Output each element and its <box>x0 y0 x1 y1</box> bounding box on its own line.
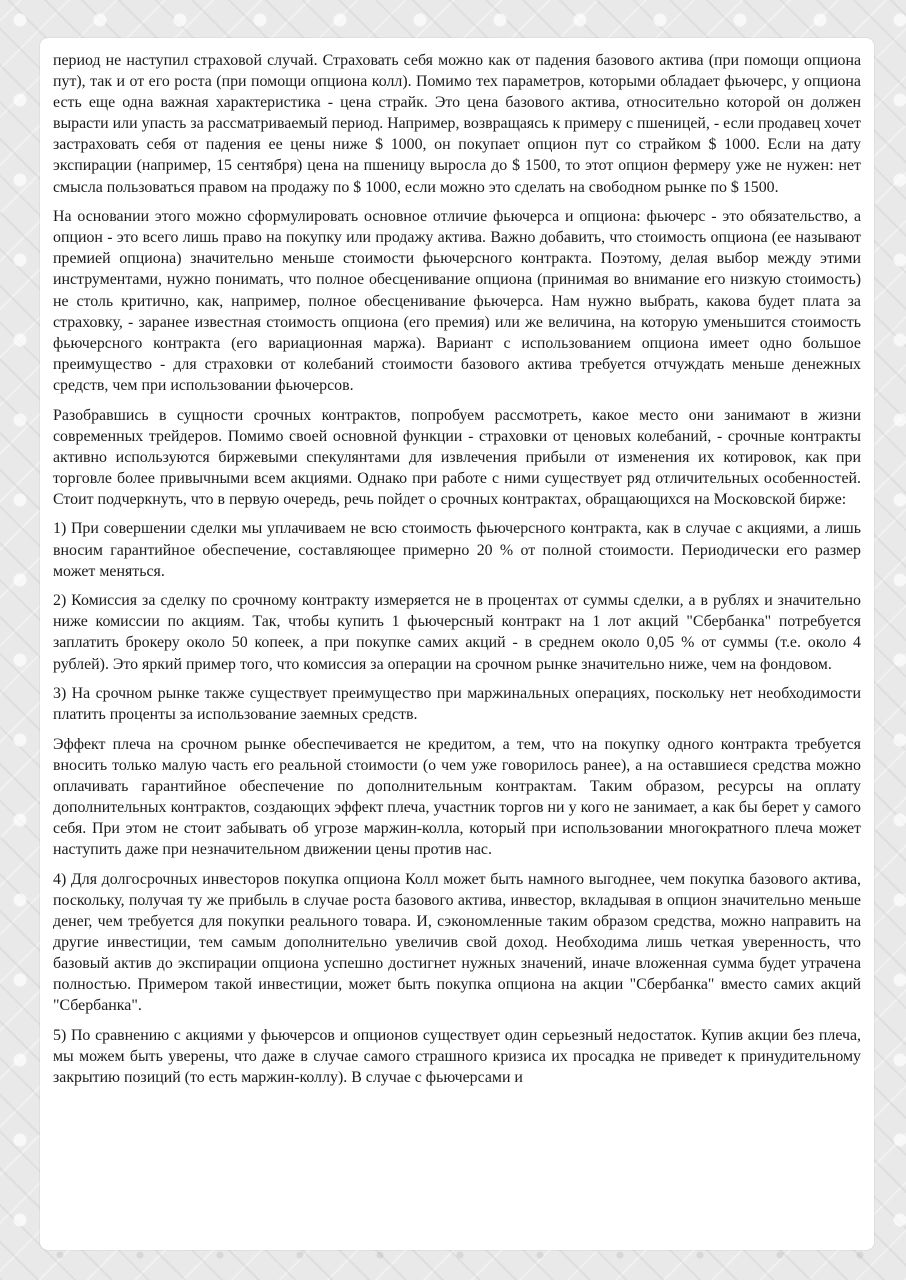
paragraph-point-5: 5) По сравнению с акциями у фьючерсов и опционов существует один серьезный недостаток. Купив акции без плеча, мы можем быть уверены, что даже в случае самого страшного кризиса их просадка не приведет к принудительному закрытию позиций (то есть маржин-коллу). В случае с фьючерсами и <box>53 1027 861 1087</box>
paragraph-point-3: 3) На срочном рынке также существует преимущество при маржинальных операциях, поскольку нет необходимости платить проценты за использование заемных средств. <box>53 685 861 724</box>
document-page <box>40 38 874 1250</box>
paragraph-futures-vs-options: На основании этого можно сформулировать основное отличие фьючерса и опциона: фьючерс - это обязательство, а опцион - это всего лишь право на покупку или продажу актива. Важно добавить, что стоимость опциона (ее называют премией опциона) значительно меньше стоимости фьючерсного контракта. Поэтому, делая выбор между этими инструментами, нужно понимать, что полное обесценивание опциона (принимая во внимание его низкую стоимость) не столь критично, как, например, полное обесценивание фьючерса. Нам нужно выбрать, какова будет плата за страховку, - заранее известная стоимость опциона (его премия) или же величина, на которую уменьшится стоимость фьючерсного контракта (его вариационная маржа). Вариант с использованием опциона имеет одно большое преимущество - для страховки от колебаний стоимости базового актива требуется отчуждать меньше денежных средств, чем при использовании фьючерсов. <box>53 208 861 394</box>
paragraph-point-1: 1) При совершении сделки мы уплачиваем не всю стоимость фьючерсного контракта, как в случае с акциями, а лишь вносим гарантийное обеспечение, составляющее примерно 20 % от полной стоимости. Периодически его размер может меняться. <box>53 520 861 580</box>
paragraph-point-4: 4) Для долгосрочных инвесторов покупка опциона Колл может быть намного выгоднее, чем покупка базового актива, поскольку, получая ту же прибыль в случае роста базового актива, инвестор, вкладывая в опцион значительно меньше денег, чем требуется для покупки реального товара. И, сэкономленные таким образом средства, можно направить на другие инвестиции, тем самым дополнительно увеличив свой доход. Необходима лишь четкая уверенность, что базовый актив до экспирации опциона успешно достигнет нужных значений, иначе вложенная сумма будет утрачена полностью. Примером такой инвестиции, может быть покупка опциона на акции "Сбербанка" вместо самих акций "Сбербанка". <box>53 870 861 1015</box>
paragraph-traders: Разобравшись в сущности срочных контрактов, попробуем рассмотреть, какое место они занимают в жизни современных трейдеров. Помимо своей основной функции - страховки от ценовых колебаний, - срочные контракты активно используются биржевыми спекулянтами для извлечения прибыли от изменения их котировок, как при торговле более привычными всем акциями. Однако при работе с ними существует ряд отличительных особенностей. Стоит подчеркнуть, что в первую очередь, речь пойдет о срочных контрактах, обращающихся на Московской бирже: <box>53 406 861 508</box>
paragraph-leverage: Эффект плеча на срочном рынке обеспечивается не кредитом, а тем, что на покупку одного контракта требуется вносить только малую часть его реальной стоимости (о чем уже говорилось ранее), а на оставшиеся средства можно оплачивать гарантийное обеспечение по дополнительным контрактам. Таким образом, ресурсы на оплату дополнительных контрактов, создающих эффект плеча, участник торгов ни у кого не занимает, а как бы берет у самого себя. При этом не стоит забывать об угрозе маржин-колла, который при использовании многократного плеча может наступить даже при незначительном движении цены против нас. <box>53 735 861 859</box>
paragraph-point-2: 2) Комиссия за сделку по срочному контракту измеряется не в процентах от суммы сделки, а в рублях и значительно ниже комиссии по акциям. Так, чтобы купить 1 фьючерсный контракт на 1 лот акций "Сбербанка" потребуется заплатить брокеру около 50 копеек, а при покупке самих акций - в среднем около 0,05 % от суммы (т.е. около 4 рублей). Это яркий пример того, что комиссия за операции на срочном рынке значительно ниже, чем на фондовом. <box>53 592 861 673</box>
paragraph-intro: период не наступил страховой случай. Страховать себя можно как от падения базового актива (при помощи опциона пут), так и от его роста (при помощи опциона колл). Помимо тех параметров, которыми обладает фьючерс, у опциона есть еще одна важная характеристика - цена страйк. Это цена базового актива, относительно которой он должен вырасти или упасть за рассматриваемый период. Например, возвращаясь к примеру с пшеницей, - если продавец хочет застраховать себя от падения ее цены ниже $ 1000, он покупает опцион пут со страйком $ 1000. Если на дату экспирации (например, 15 сентября) цена на пшеницу выросла до $ 1500, то этот опцион фермеру уже не нужен: нет смысла пользоваться правом на продажу по $ 1000, если можно это сделать на свободном рынке по $ 1500. <box>53 52 861 196</box>
